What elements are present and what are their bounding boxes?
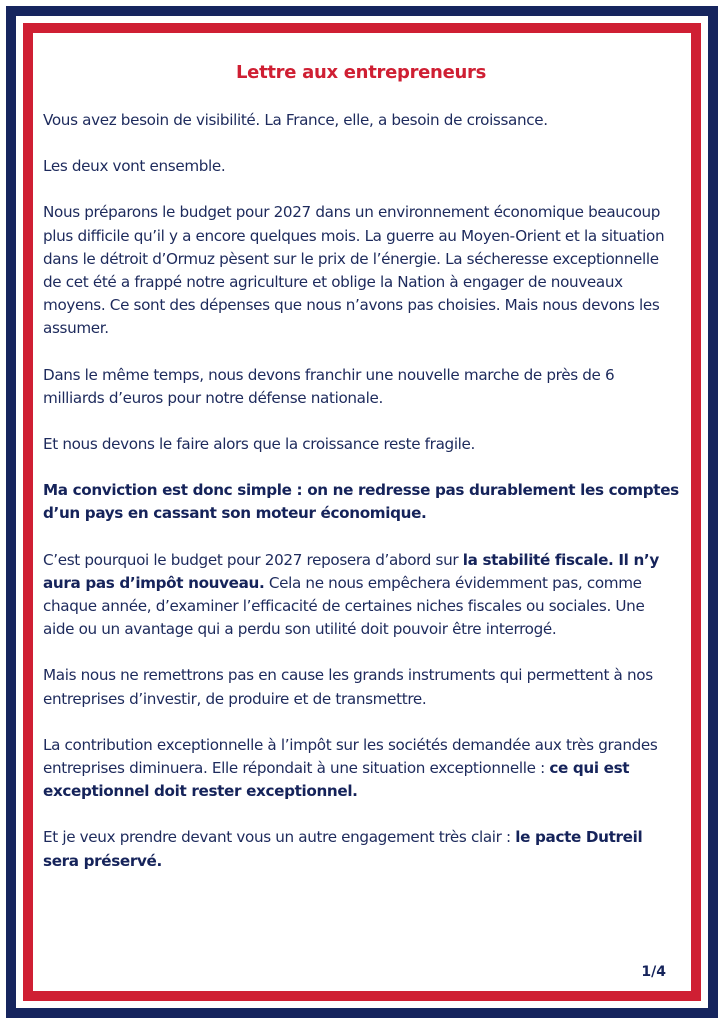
exceptional-bold-text: ce qui est exceptionnel doit rester exceptionnel. <box>43 759 630 801</box>
conviction-bold-text: Ma conviction est donc simple : on ne redresse pas durablement les comptes d’un pays en cassant son moteur économique. <box>43 481 679 523</box>
paragraph-8: Mais nous ne remettrons pas en cause les grands instruments qui permettent à nos entreprises d’investir, de produire et de transmettre. <box>43 666 653 708</box>
letter-body <box>43 62 679 896</box>
letter-title: Lettre aux entrepreneurs <box>236 62 486 83</box>
paragraph-1: Vous avez besoin de visibilité. La France, elle, a besoin de croissance. <box>43 111 548 129</box>
paragraph-7-end: Cela ne nous empêchera évidemment pas, comme chaque année, d’examiner l’efficacité de certaines niches fiscales ou sociales. Une aide ou un avantage qui a perdu son utilité doit pouvoir être interrogé. <box>43 573 645 639</box>
paragraph-2: Les deux vont ensemble. <box>43 157 226 176</box>
paragraph-6 <box>43 479 679 525</box>
paragraph-5: Et nous devons le faire alors que la croissance reste fragile. <box>43 435 476 454</box>
paragraph-10 <box>43 826 679 872</box>
paragraph-9 <box>43 734 679 804</box>
fiscal-stability-bold-text: la stabilité fiscale. Il n’y aura pas d’impôt nouveau. <box>43 550 659 592</box>
paragraph-7 <box>43 549 679 642</box>
paragraph-3: Nous préparons le budget pour 2027 dans un environnement économique beaucoup plus difficile qu’il y a encore quelques mois. La guerre au Moyen-Orient et la situation dans le détroit d’Ormuz pèsent sur le prix de l’énergie. La sécheresse exceptionnelle de cet été a frappé notre agriculture et oblige la Nation à engager de nouveaux moyens. Ce sont des dépenses que nous n’avons pas choisies. Mais nous devons les assumer. <box>43 203 665 338</box>
paragraph-7-start: C’est pourquoi le budget pour 2027 reposera d’abord sur <box>43 550 463 569</box>
paragraph-4: Dans le même temps, nous devons franchir une nouvelle marche de près de 6 milliards d’euros pour notre défense nationale. <box>43 365 615 407</box>
page-number: 1/4 <box>641 964 666 980</box>
dutreil-bold-text: le pacte Dutreil sera préservé. <box>43 828 643 870</box>
paragraph-9-start: La contribution exceptionnelle à l’impôt sur les sociétés demandée aux très grandes entreprises diminuera. Elle répondait à une situation exceptionnelle : <box>43 735 658 778</box>
paragraph-10-start: Et je veux prendre devant vous un autre engagement très clair : <box>43 828 516 847</box>
